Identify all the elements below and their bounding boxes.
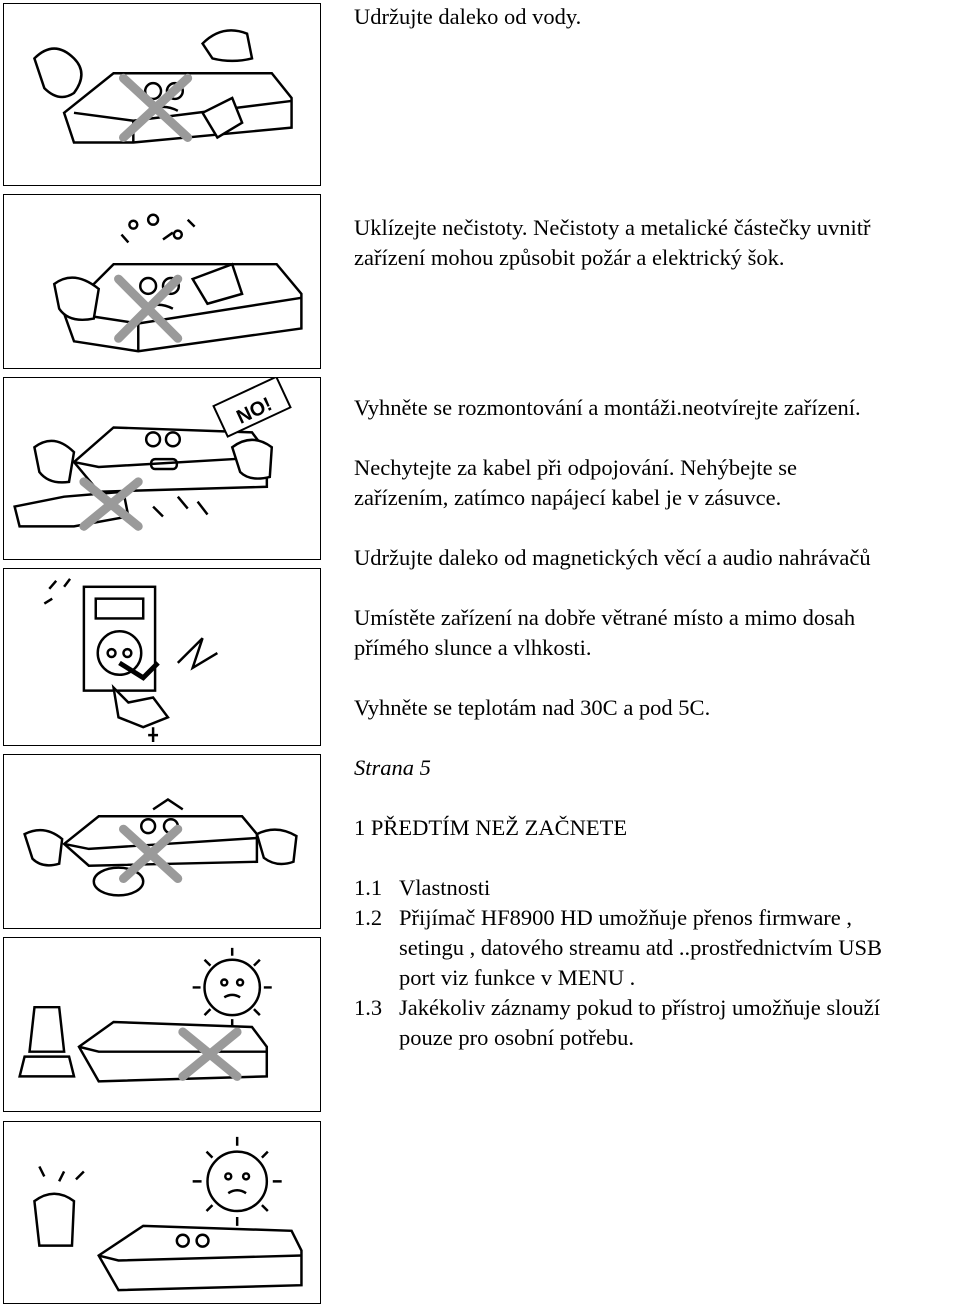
list-item-text: setingu , datového streamu atd ..prostřednictvím USB: [399, 935, 883, 960]
illustration-temperature: [3, 1121, 321, 1304]
text-no-disassembly: Vyhněte se rozmontování a montáži.neotvírejte zařízení.: [354, 395, 861, 420]
temperature-warning-drawing: [4, 1122, 320, 1303]
section-heading: 1 PŘEDTÍM NEŽ ZAČNETE: [354, 815, 628, 840]
text-cable-line2: zařízením, zatímco napájecí kabel je v zásuvce.: [354, 485, 782, 510]
text-magnetic: Udržujte daleko od magnetických věcí a audio nahrávačů: [354, 545, 871, 570]
illustration-sun-heat: [3, 937, 321, 1112]
list-item-text: port viz funkce v MENU .: [399, 965, 636, 990]
illustration-keep-away-water: [3, 3, 321, 186]
sun-warning-drawing: [4, 938, 320, 1111]
plug-warning-drawing: [4, 569, 320, 745]
no-sign-label: NO!: [233, 393, 276, 429]
illustration-plug-socket: [3, 568, 321, 746]
list-item-number: 1.1: [354, 875, 383, 900]
text-ventilation-line1: Umístěte zařízení na dobře větrané místo a mimo dosah: [354, 605, 856, 630]
illustration-clean-dirt: [3, 194, 321, 369]
dirt-warning-drawing: [4, 195, 320, 368]
list-item-number: 1.3: [354, 995, 383, 1020]
water-warning-drawing: [4, 4, 320, 185]
list-item-text: pouze pro osobní potřebu.: [399, 1025, 634, 1050]
page-label: Strana 5: [354, 755, 431, 780]
illustration-magnetic-items: [3, 754, 321, 929]
text-cable-line1: Nechytejte za kabel při odpojování. Nehýbejte se: [354, 455, 797, 480]
text-keep-away-water: Udržujte daleko od vody.: [354, 4, 582, 29]
list-item-text: Přijímač HF8900 HD umožňuje přenos firmware ,: [399, 905, 853, 930]
list-item-number: 1.2: [354, 905, 383, 930]
text-clean-dirt-line2: zařízení mohou způsobit požár a elektrický šok.: [354, 245, 785, 270]
text-ventilation-line2: přímého slunce a vlhkosti.: [354, 635, 592, 660]
list-item-text: Vlastnosti: [399, 875, 491, 900]
illustration-no-disassembly: [3, 377, 321, 560]
text-clean-dirt-line1: Uklízejte nečistoty. Nečistoty a metalické částečky uvnitř: [354, 215, 871, 240]
list-item-text: Jakékoliv záznamy pokud to přístroj umožňuje slouží: [399, 995, 881, 1020]
disassembly-warning-drawing: [4, 378, 320, 559]
text-temperature: Vyhněte se teplotám nad 30C a pod 5C.: [354, 695, 711, 720]
magnetic-warning-drawing: [4, 755, 320, 928]
